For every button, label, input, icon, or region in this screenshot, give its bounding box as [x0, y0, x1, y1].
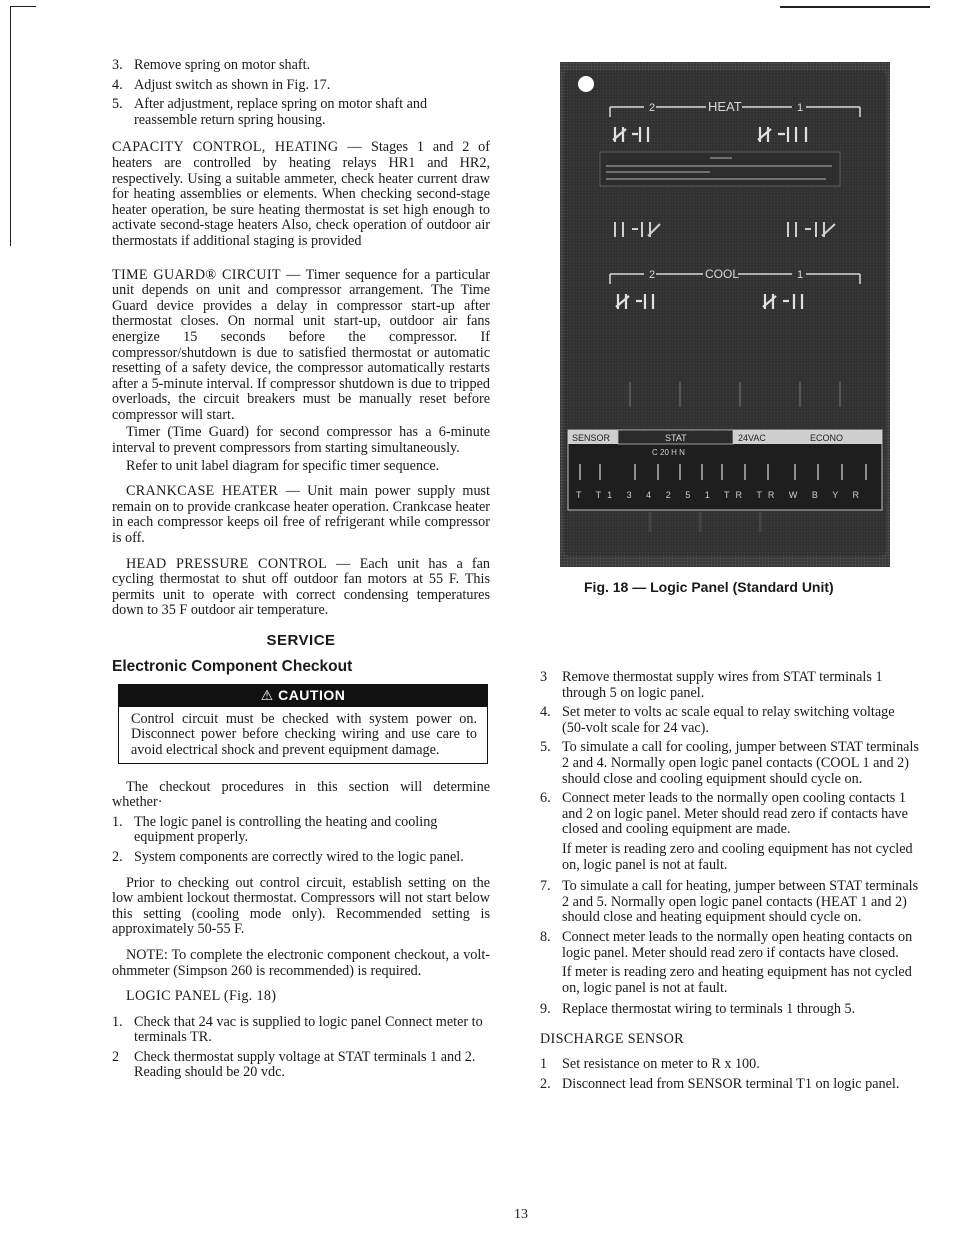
terminal-strip — [568, 430, 882, 510]
heat-label: HEAT — [708, 99, 742, 114]
head-pressure-paragraph: HEAD PRESSURE CONTROL — Each unit has a fan cycling thermostat to shut off outdoor fan motors at 55 F. This permits unit to operate with correct condensing temperatures down to 35 F outdoor air temperature. — [112, 555, 491, 619]
list-item: 5. After adjustment, replace spring on motor shaft and reassemble return spring housing. — [112, 96, 428, 128]
checkout-intro: The checkout procedures in this section will determine whether· — [112, 778, 490, 811]
caution-box — [118, 684, 488, 763]
crankcase-paragraph: CRANKCASE HEATER — Unit main power supply must remain on to provide crankcase heater operation. Crankcase heater in each compressor keeps oil free of refrigerant while compressor is off. — [112, 483, 490, 547]
logic-list — [112, 1015, 490, 1081]
time-guard-heading: TIME GUARD® CIRCUIT — — [112, 266, 301, 283]
prior-paragraph: Prior to checking out control circuit, establish setting on the low ambient lockout thermostat. Compressors will not start below this setting (cooling mode only). Recommended setting is approximately 50-55 F. — [112, 874, 490, 938]
top-right-rule — [780, 6, 930, 8]
stat-group-label: STAT — [665, 433, 687, 443]
intro-list — [112, 58, 490, 128]
right-column — [540, 670, 920, 1097]
crankcase-heading: CRANKCASE HEATER — — [126, 483, 301, 500]
sensor-group-label: SENSOR — [572, 433, 611, 443]
list-item: 1 Set resistance on meter to R x 100. — [540, 1056, 760, 1073]
list-item: 1. Check that 24 vac is supplied to logic panel Connect meter to terminals TR. — [112, 1013, 483, 1046]
discharge-sensor-heading: DISCHARGE SENSOR — [540, 1030, 684, 1047]
24vac-group-label: 24VAC — [738, 433, 766, 443]
note-label — [600, 152, 840, 186]
econo-group-label: ECONO — [810, 433, 844, 443]
list-item: 9. Replace thermostat wiring to terminals 1 through 5. — [540, 1001, 856, 1018]
caution-text: Control circuit must be checked with system power on. Disconnect power before checking wiring and use care to avoid electrical shock and prevent equipment damage. — [131, 710, 477, 758]
left-column — [112, 58, 490, 1085]
list-item: 2. System components are correctly wired to the logic panel. — [112, 848, 464, 865]
item8-note: If meter is reading zero and heating equipment has not cycled on, logic panel is not at fault. — [562, 964, 912, 996]
note-paragraph: NOTE: To complete the electronic component checkout, a volt-ohmmeter (Simpson 260 is recommended) is required. — [112, 946, 490, 979]
refer-paragraph: Refer to unit label diagram for specific timer sequence. — [126, 457, 440, 474]
head-pressure-heading: HEAD PRESSURE CONTROL — — [126, 555, 351, 572]
list-item: 4. Adjust switch as shown in Fig. 17. — [112, 76, 331, 93]
capacity-control-heading: CAPACITY CONTROL, HEATING — — [112, 139, 363, 156]
steps-list-a — [540, 670, 920, 838]
cool-stage-2: 2 — [649, 269, 656, 281]
stat-sub-labels: C 20 H N — [652, 448, 685, 457]
logic-panel-photo — [560, 62, 890, 567]
top-left-rule — [10, 6, 36, 7]
capacity-control-paragraph: CAPACITY CONTROL, HEATING — Stages 1 and 2 of heaters are controlled by heating relays HR1 and HR2, respectively. Using a suitable ammeter, check heater current draw for heating assemblies or elements. When checking second-stage heater operation, be sure heating thermostat is set high enough to activate second-stage heaters Also, check operation of outdoor air thermostats if additional staging is provided — [112, 139, 490, 249]
heat-stage-1: 1 — [797, 102, 804, 114]
list-item: 1. The logic panel is controlling the heating and cooling equipment properly. — [112, 813, 438, 846]
figure-caption: Fig. 18 — Logic Panel (Standard Unit) — [584, 579, 834, 595]
service-heading: SERVICE — [266, 632, 336, 649]
steps-list-c — [540, 1002, 920, 1018]
list-item: 4. Set meter to volts ac scale equal to relay switching voltage (50-volt scale for 24 vac). — [540, 704, 895, 736]
mounting-hole — [578, 76, 594, 92]
list-item: 3 Remove thermostat supply wires from STAT terminals 1 through 5 on logic panel. — [540, 669, 883, 701]
list-item: 8. Connect meter leads to the normally open heating contacts on logic panel. Meter should read zero if contacts have closed. — [540, 928, 913, 961]
cool-label: COOL — [705, 267, 740, 281]
list-item: 6. Connect meter leads to the normally open cooling contacts 1 and 2 on logic panel. Meter should read zero if contacts have closed and cooling equipment are made. — [540, 790, 908, 838]
time-guard-paragraph: TIME GUARD® CIRCUIT — Timer sequence for a particular unit depends on unit and compressor arrangement. The Time Guard device provides a delay in compressor start-up after thermostat closes. On normal unit start-up, outdoor air fans energize 15 seconds before the compressor. If compressor/shutdown is due to satisfied thermostat or automatic resetting of a safety device, the compressor automatically restarts after a 5-minute interval. If compressor shutdown is due to tripped overloads, the circuit breakers must be manually reset before compressor will start. — [112, 266, 490, 423]
steps-list-b — [540, 879, 920, 961]
terminal-row-labels: T T1 3 4 2 5 1 TR TR W B Y R — [576, 490, 866, 500]
list-item: 7. To simulate a call for heating, jumper between STAT terminals 2 and 5. Normally open logic panel contacts (HEAT 1 and 2) should close and heating equipment should cycle on. — [540, 878, 919, 926]
electronic-checkout-heading: Electronic Component Checkout — [112, 657, 353, 675]
list-item: 3. Remove spring on motor shaft. — [112, 57, 311, 73]
timer-paragraph: Timer (Time Guard) for second compressor has a 6-minute interval to prevent compressors from starting simultaneously. — [112, 424, 490, 457]
list-item: 2 Check thermostat supply voltage at STAT terminals 1 and 2. Reading should be 20 vdc. — [112, 1048, 476, 1081]
page-number: 13 — [514, 1207, 528, 1222]
item6-note: If meter is reading zero and cooling equipment has not cycled on, logic panel is not at fault. — [562, 840, 913, 873]
logic-panel-heading: LOGIC PANEL (Fig. 18) — [126, 988, 277, 1005]
cool-stage-1: 1 — [797, 269, 804, 281]
list-item: 2. Disconnect lead from SENSOR terminal T1 on logic panel. — [540, 1076, 900, 1093]
list-item: 5. To simulate a call for cooling, jumper between STAT terminals 2 and 4. Normally open logic panel contacts (COOL 1 and 2) should close and cooling equipment should cycle on. — [540, 739, 919, 787]
heat-stage-2: 2 — [649, 102, 656, 114]
left-edge-rule — [10, 6, 11, 246]
whether-list — [112, 815, 490, 866]
caution-label: ⚠ CAUTION — [119, 685, 487, 707]
discharge-list — [540, 1057, 920, 1092]
